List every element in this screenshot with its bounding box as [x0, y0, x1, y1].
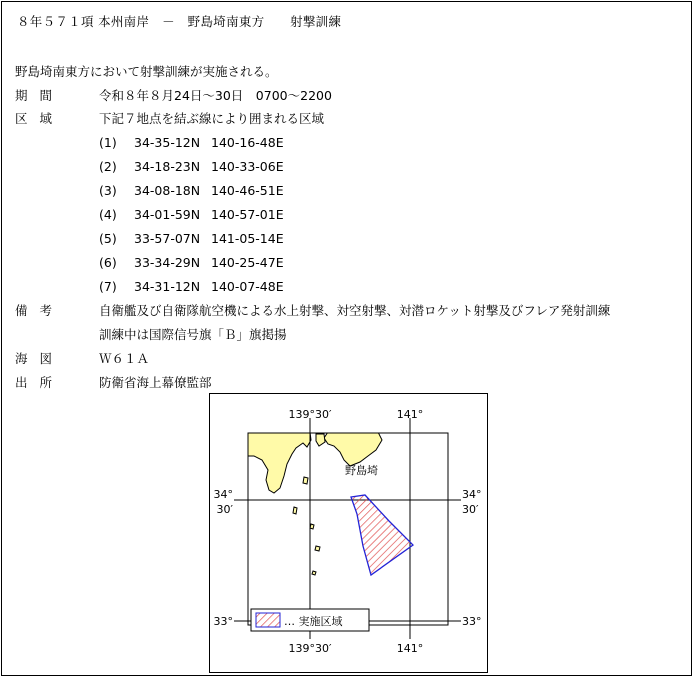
source-label: 出所	[15, 375, 65, 390]
island-toshima	[293, 507, 297, 514]
point-latitude: 33-57-07N	[134, 231, 201, 246]
point-latitude: 34-08-18N	[134, 183, 201, 198]
point-longitude: 140-25-47E	[211, 255, 284, 270]
point-number: (6)	[99, 255, 117, 270]
area-map	[209, 393, 488, 673]
land-boso	[324, 432, 382, 466]
area-label: 区域	[15, 111, 65, 126]
lat-label-left-deg: 34°	[213, 488, 233, 501]
island-oshima	[303, 477, 308, 484]
notice-title: ８年５７１項 本州南岸 － 野島埼南東方 射撃訓練	[17, 14, 342, 29]
point-latitude: 34-31-12N	[134, 279, 201, 294]
remarks-label: 備考	[15, 303, 65, 318]
exercise-area	[351, 495, 413, 575]
chart-value: Ｗ６１Ａ	[99, 351, 150, 366]
area-value: 下記７地点を結ぶ線により囲まれる区域	[99, 111, 325, 126]
island-kozushima	[315, 546, 320, 551]
lon-label-bottom-right: 141°	[396, 642, 424, 655]
lat-label-left-min: 30′	[216, 503, 233, 516]
period-label: 期間	[15, 88, 65, 103]
legend-label: … 実施区域	[284, 615, 343, 628]
land-sagami-inlet	[316, 434, 325, 446]
point-longitude: 140-46-51E	[211, 183, 284, 198]
island-miyake	[312, 571, 316, 575]
point-longitude: 141-05-14E	[211, 231, 284, 246]
remarks-line-2: 訓練中は国際信号旗「Ｂ」旗掲揚	[99, 327, 287, 342]
point-latitude: 34-35-12N	[134, 135, 201, 150]
point-longitude: 140-16-48E	[211, 135, 284, 150]
chart-label: 海図	[15, 351, 65, 366]
period-value: 令和８年８月24日～30日 0700～2200	[99, 88, 332, 103]
lat-label-right-33: 33°	[462, 615, 482, 628]
map-legend	[251, 609, 369, 631]
island-niijima	[310, 524, 314, 529]
point-number: (5)	[99, 231, 117, 246]
point-latitude: 33-34-29N	[134, 255, 201, 270]
point-longitude: 140-07-48E	[211, 279, 284, 294]
notice-intro: 野島埼南東方において射撃訓練が実施される。	[15, 64, 278, 79]
land-izu	[246, 432, 311, 493]
place-label-nojimazaki: 野島埼	[345, 464, 378, 477]
remarks-line-1: 自衛艦及び自衛隊航空機による水上射撃、対空射撃、対潜ロケット射撃及びフレア発射訓練	[99, 303, 611, 318]
lon-label-top-right: 141°	[396, 408, 424, 421]
point-longitude: 140-33-06E	[211, 159, 284, 174]
point-number: (7)	[99, 279, 117, 294]
point-number: (4)	[99, 207, 117, 222]
lat-label-right-deg: 34°	[462, 488, 482, 501]
point-latitude: 34-18-23N	[134, 159, 201, 174]
point-number: (2)	[99, 159, 117, 174]
point-number: (3)	[99, 183, 117, 198]
source-value: 防衛省海上幕僚監部	[99, 375, 212, 390]
lon-label-bottom-left: 139°30′	[288, 642, 332, 655]
legend-swatch	[256, 613, 280, 627]
area-map-svg	[210, 394, 487, 672]
point-number: (1)	[99, 135, 117, 150]
point-longitude: 140-57-01E	[211, 207, 284, 222]
lon-label-top-left: 139°30′	[288, 408, 332, 421]
point-latitude: 34-01-59N	[134, 207, 201, 222]
lat-label-right-min: 30′	[462, 503, 479, 516]
lat-label-left-33: 33°	[213, 615, 233, 628]
